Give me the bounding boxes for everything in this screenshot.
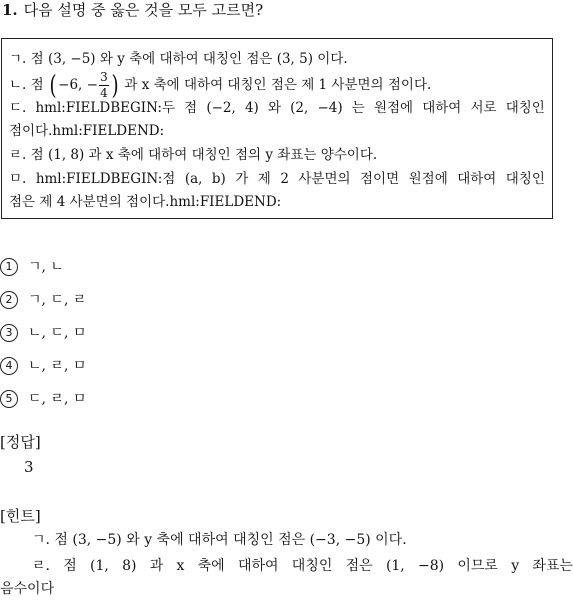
word: 사분면의 [298,171,351,187]
choice-number-circle: 4 [0,357,18,375]
question-text: 다음 설명 중 옳은 것을 모두 고르면? [23,1,264,19]
hint-line-3: 음수이다 [0,581,55,597]
left-paren: ( [49,70,57,101]
statement-e-line2: 점은 제 4 사분면의 점이다.hml:FIELDEND: [9,194,282,210]
choice-1[interactable] [0,257,64,277]
choice-4[interactable] [0,356,86,376]
choice-text: ㄴ, ㄷ, ㅁ [28,325,87,341]
word: 점 [184,100,198,116]
word: (a, [184,171,203,187]
word: 8) [122,558,137,574]
choice-text: ㄴ, ㄹ, ㅁ [28,358,87,374]
statement-c-marker: ㄷ. [9,100,27,116]
word: y [511,558,520,574]
word: 이므로 [457,558,498,574]
choice-5[interactable] [0,389,86,409]
statement-e-line1 [9,170,545,188]
word: hml:FIELDBEGIN:두 [35,100,176,116]
statement-b-post: 과 x 축에 대하여 대칭인 점은 제 1 사분면의 점이다. [124,77,432,93]
choice-number-circle: 3 [0,324,18,342]
word: ㄹ. [32,558,50,574]
word: 원점에 [373,100,414,116]
choice-3[interactable] [0,323,86,343]
word: −8) [418,558,445,574]
word: 축에 [197,558,225,574]
statement-d-marker: ㄹ. [9,147,27,163]
fraction-numerator: 3 [100,70,108,84]
statement-b-pre: 점 [30,77,44,93]
word: 좌표는 [532,558,573,574]
word: 제 [257,171,271,187]
choice-2[interactable] [0,290,86,310]
word: 2 [280,171,289,187]
hint-line-1: ㄱ. 점 (3, −5) 와 y 축에 대하여 대칭인 점은 (−3, −5) 이다. [32,532,407,548]
statement-c-line2: 점이다.hml:FIELDEND: [9,123,165,139]
word: 가 [235,171,249,187]
word: x [176,558,185,574]
word: 4) [244,100,259,116]
choice-text: ㄷ, ㄹ, ㅁ [28,391,87,407]
statement-a-marker: ㄱ. [9,51,27,67]
statement-a [9,50,348,68]
answer-label: [정답] [0,433,41,451]
choice-number-circle: 2 [0,291,18,309]
choice-text: ㄱ, ㄴ [28,259,64,275]
fraction-denominator: 4 [100,86,108,100]
word: b) [211,171,226,187]
word: 서로 [470,100,497,116]
question-title [2,0,263,20]
question-number: 1. [2,1,18,19]
statement-box [1,38,553,219]
statement-d-text: 점 (1, 8) 과 x 축에 대하여 대칭인 점의 y 좌표는 양수이다. [30,147,378,163]
word: 원점에 [408,171,448,187]
fraction [99,71,109,100]
word: 점이면 [360,171,400,187]
word: 대하여 [457,171,497,187]
word: hml:FIELDBEGIN:점 [35,171,176,187]
statement-d [9,146,377,164]
word: (−2, [206,100,236,116]
choice-number-circle: 1 [0,258,18,276]
statement-c-line1 [9,99,545,117]
right-paren: ) [111,70,119,101]
word: 점 [63,558,77,574]
choice-text: ㄱ, ㄷ, ㄹ [28,292,87,308]
word: 대칭인 [291,558,333,574]
hint-line-2 [32,556,573,576]
word: 와 [267,100,281,116]
word: (2, [290,100,309,116]
choice-number-circle: 5 [0,390,18,408]
answer-value: 3 [24,458,34,476]
word: −4) [317,100,343,116]
statement-b-sign: − [86,77,98,93]
statement-b-marker: ㄴ. [9,77,27,93]
word: 과 [149,558,164,574]
word: 대칭인 [505,171,545,187]
statement-a-text: 점 (3, −5) 와 y 축에 대하여 대칭인 점은 (3, 5) 이다. [30,51,348,67]
word: 점은 [345,558,373,574]
word: 대하여 [422,100,462,116]
word: 는 [351,100,365,116]
hint-label: [힌트] [0,507,41,525]
word: 대칭인 [505,100,545,116]
word: (1, [90,558,109,574]
statement-e-marker: ㅁ. [9,171,27,187]
word: 대하여 [237,558,279,574]
statement-b-point-x: −6, [58,77,83,93]
word: (1, [385,558,405,574]
statement-b [9,71,431,100]
